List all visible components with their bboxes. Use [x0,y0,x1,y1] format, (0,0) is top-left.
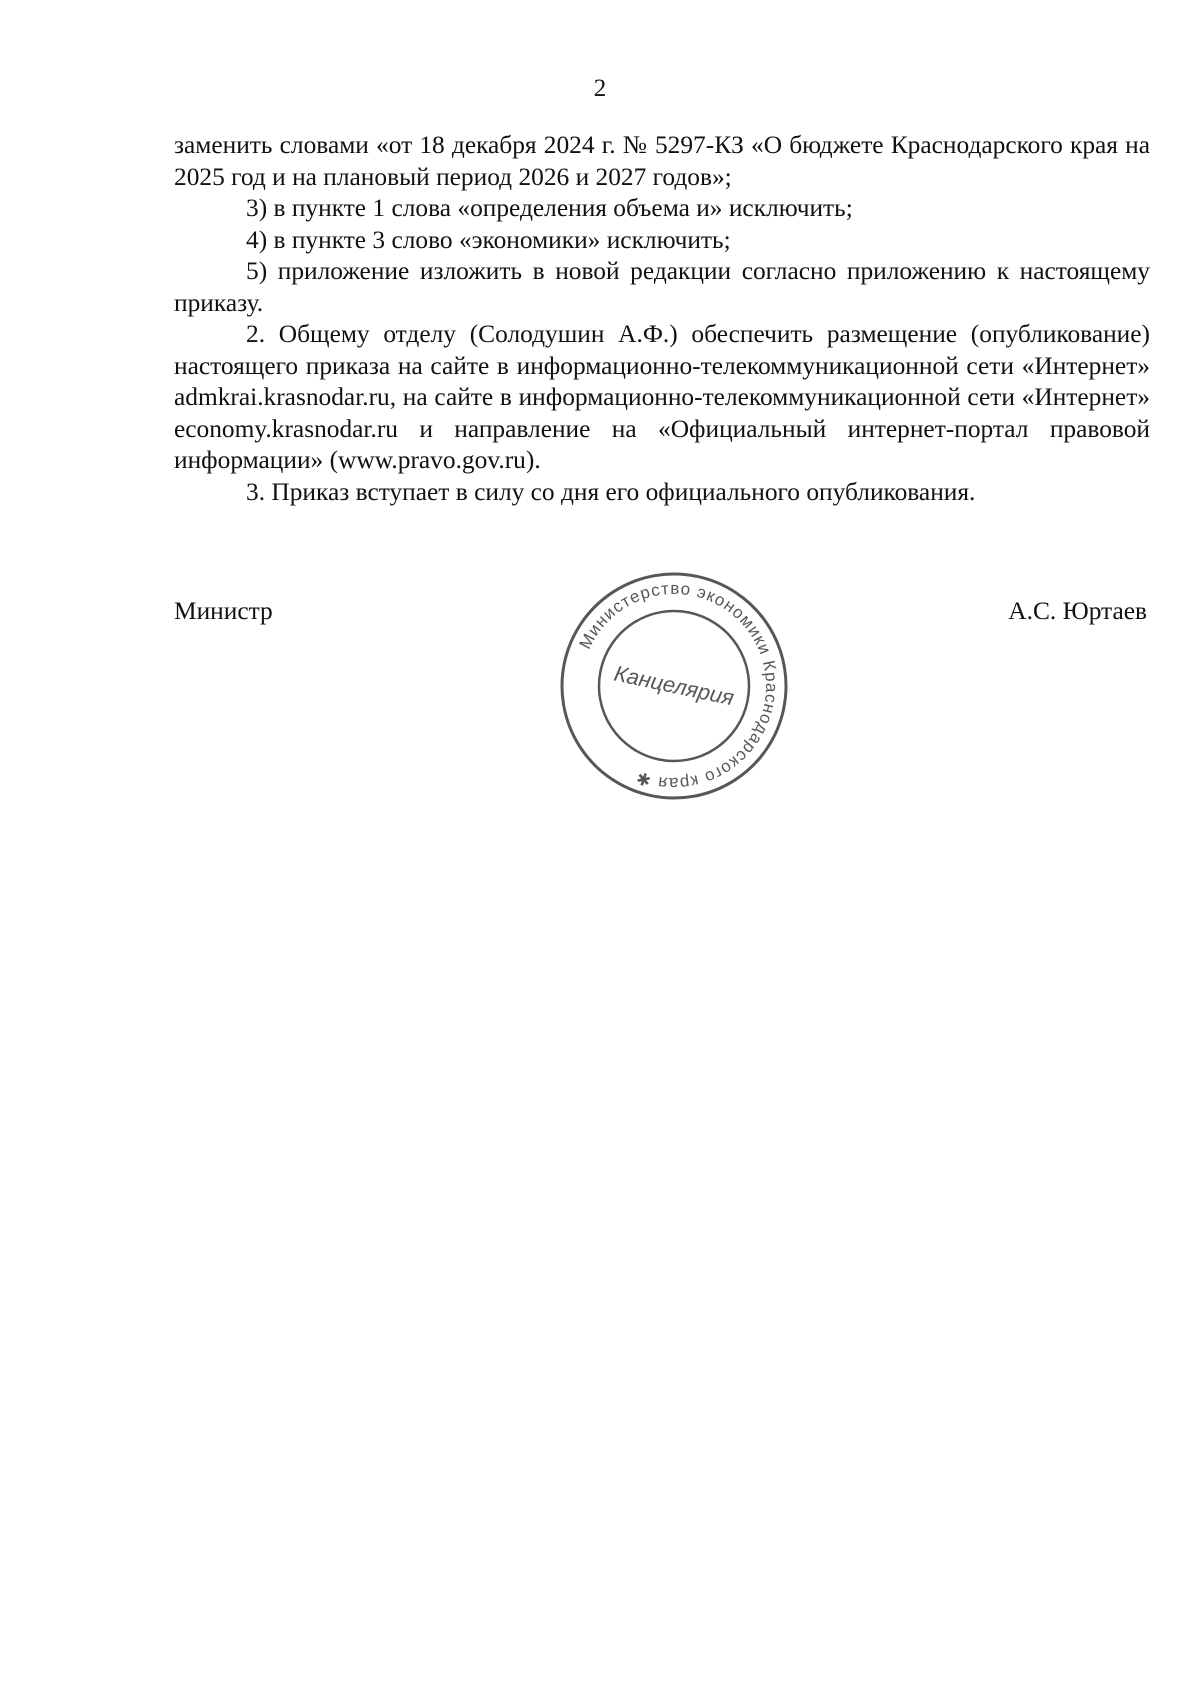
signatory-title: Министр [174,597,273,625]
paragraph-clause-3: 3. Приказ вступает в силу со дня его официального опубликования. [246,477,976,506]
signatory-name: А.С. Юртаев [1008,597,1147,625]
office-stamp [536,548,811,823]
paragraph-item-3: 3) в пункте 1 слова «определения объема и» исключить; [246,194,853,222]
stamp-ring-text: Министерство экономики Краснодарского края ✱ [575,578,782,794]
page-number: 2 [593,75,607,102]
paragraph-item-5: 5) приложение изложить в новой редакции согласно приложению к настоящему приказу. [174,257,1150,317]
paragraph-continuation: заменить словами «от 18 декабря 2024 г. № 5297-КЗ «О бюджете Краснодарского края на 2025 год и на плановый период 2026 и 2027 годов»; [174,131,1150,191]
paragraph-clause-2: 2. Общему отделу (Солодушин А.Ф.) обеспечить размещение (опубликование) настоящего приказа на сайте в информационно-телекоммуникационной сети «Интернет» admkrai.krasnodar.ru, на сайте в информационно-телекоммуникационной сети «Интернет» economy.krasnodar.ru и направление на «Официальный интернет-портал правовой информации» (www.pravo.gov.ru). [174,320,1150,474]
paragraph-item-4: 4) в пункте 3 слово «экономики» исключить; [246,225,731,254]
stamp-center-text: Канцелярия [611,660,737,711]
document-body [174,130,1150,508]
